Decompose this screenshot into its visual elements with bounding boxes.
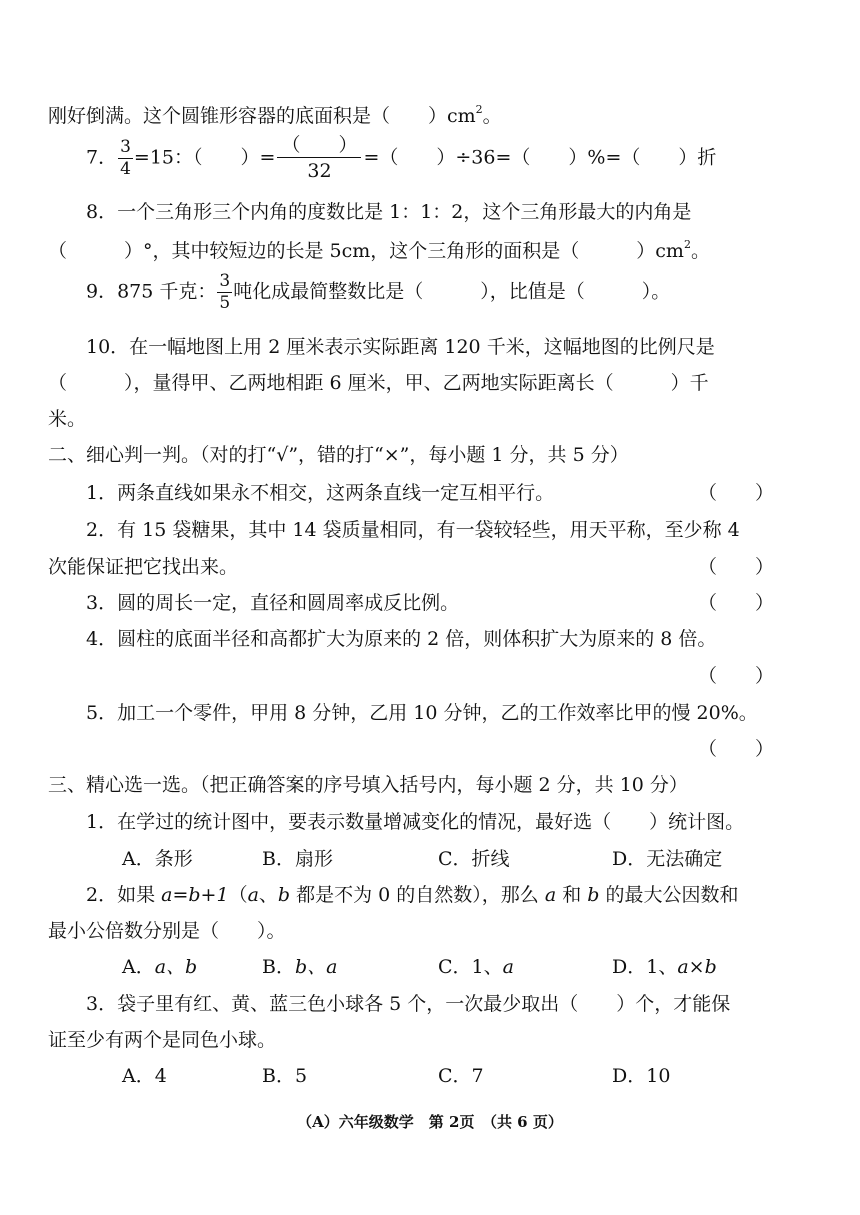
q6-tail-text: 刚好倒满。这个圆锥形容器的底面积是（ ）cm (48, 105, 476, 127)
q10-line1: 10．在一幅地图上用 2 厘米表示实际距离 120 千米，这幅地图的比例尺是 (86, 336, 715, 358)
s3-q3-line1: 3．袋子里有红、黄、蓝三色小球各 5 个，一次最少取出（ ）个，才能保 (86, 993, 731, 1015)
q8-line2 (48, 239, 710, 261)
s3-q2-option-a-value: a、b (154, 956, 198, 978)
s3-q2-option-b-label: B． (262, 956, 295, 978)
s3-q2-part-e: 和 (556, 884, 588, 906)
s3-q1-option-a[interactable]: A．条形 (122, 848, 193, 870)
s2-item3-answer[interactable]: （ ） (698, 592, 775, 614)
s3-q1-option-d[interactable]: D．无法确定 (612, 848, 723, 870)
s3-q2-var-b: b (277, 884, 291, 906)
s3-q3-option-d[interactable]: D．10 (612, 1065, 671, 1087)
section3-title: 三、精心选一选。（把正确答案的序号填入括号内，每小题 2 分，共 10 分） (48, 774, 688, 796)
s3-q2-part-f: 的最大公因数和 (599, 884, 739, 906)
q10-line3: 米。 (48, 408, 87, 430)
s3-q2-option-c-value: a (502, 956, 514, 978)
q6-tail-end: 。 (482, 105, 502, 127)
q8-line2-text: （ ）°，其中较短边的长是 5cm，这个三角形的面积是（ ）cm (48, 240, 684, 262)
s3-q2-var-b2: b (587, 884, 600, 906)
q7-frac-den: 4 (120, 159, 131, 179)
q7-blank-den: 32 (307, 160, 332, 182)
s3-q2-option-b[interactable] (262, 958, 337, 977)
q10-line2: （ ），量得甲、乙两地相距 6 厘米，甲、乙两地实际距离长（ ）千 (48, 372, 709, 394)
s3-q2-option-a[interactable] (122, 958, 197, 977)
q7-blank-fraction (277, 136, 361, 181)
s3-q2-part-b: （ (228, 884, 248, 906)
s3-q3-option-c[interactable]: C．7 (438, 1065, 484, 1087)
s3-q1-text: 1．在学过的统计图中，要表示数量增减变化的情况，最好选（ ）统计图。 (86, 811, 745, 833)
s2-item2-answer[interactable]: （ ） (698, 556, 775, 578)
q8-line1: 8．一个三角形三个内角的度数比是 1：1：2，这个三角形最大的内角是 (86, 201, 692, 223)
q6-tail-line (48, 104, 502, 126)
q9-frac-num: 3 (219, 271, 231, 291)
s3-q3-option-a[interactable]: A．4 (122, 1065, 167, 1087)
s2-item2-line1: 2．有 15 袋糖果，其中 14 袋质量相同，有一袋较轻些，用天平称，至少称 4 (86, 519, 740, 541)
s2-item4-answer[interactable]: （ ） (698, 665, 775, 687)
q9-frac-den: 5 (219, 293, 231, 313)
s2-item3-text: 3．圆的周长一定，直径和圆周率成反比例。 (86, 592, 460, 614)
s3-q2-part-c: 、 (258, 884, 278, 906)
q9-part2: 吨化成最简整数比是（ ），比值是（ ）。 (233, 280, 671, 303)
s3-q2-option-c-label: C．1、 (438, 956, 503, 978)
s2-item4-text: 4．圆柱的底面半径和高都扩大为原来的 2 倍，则体积扩大为原来的 8 倍。 (86, 628, 717, 650)
s3-q2-part-d: 都是不为 0 的自然数），那么 (290, 884, 545, 906)
s2-item1-answer[interactable]: （ ） (698, 482, 775, 504)
q7-fraction (118, 139, 133, 178)
q7-line (86, 136, 716, 181)
s3-q1-option-b[interactable]: B．扇形 (262, 848, 333, 870)
s2-item2-line2: 次能保证把它找出来。 (48, 556, 239, 578)
q7-blank-num: （ ） (277, 136, 361, 158)
s3-q2-var-a: a (247, 884, 259, 906)
s3-q2-option-a-label: A． (122, 956, 155, 978)
s3-q2-option-d[interactable] (612, 958, 717, 977)
s2-item1-text: 1．两条直线如果永不相交，这两条直线一定互相平行。 (86, 482, 555, 504)
q9-line (86, 273, 670, 312)
s3-q2-expr: a=b+1 (161, 884, 229, 906)
s2-item5-text: 5．加工一个零件，甲用 8 分钟，乙用 10 分钟，乙的工作效率比甲的慢 20%。 (86, 702, 758, 724)
page-footer: （A）六年级数学 第 2页 （共 6 页） (297, 1113, 563, 1131)
q6-tail-sup: 2 (475, 103, 483, 116)
s3-q3-option-b[interactable]: B．5 (262, 1065, 308, 1087)
q9-part1: 9．875 千克： (86, 280, 217, 303)
s2-item5-answer[interactable]: （ ） (698, 738, 775, 760)
section2-title: 二、细心判一判。（对的打“√”，错的打“×”，每小题 1 分，共 5 分） (48, 444, 629, 466)
s3-q2-option-b-value: b、a (294, 956, 338, 978)
s3-q2-part-a: 2．如果 (86, 884, 162, 906)
q7-part1: =15：（ ）= (133, 146, 276, 169)
s3-q2-option-c[interactable] (438, 958, 514, 977)
s3-q3-line2: 证至少有两个是同色小球。 (48, 1029, 277, 1051)
s3-q2-line2: 最小公倍数分别是（ ）。 (48, 920, 286, 942)
s3-q2-option-d-value: a×b (677, 956, 717, 978)
q8-line2-sup: 2 (683, 238, 691, 251)
q9-fraction (217, 273, 232, 312)
s3-q2-line1 (86, 886, 738, 905)
s3-q2-option-d-label: D．1、 (612, 956, 678, 978)
q8-line2-end: 。 (690, 240, 710, 262)
s3-q2-var-a2: a (544, 884, 557, 906)
q7-part2: =（ ）÷36=（ ）%=（ ）折 (363, 146, 717, 169)
q7-number: 7． (86, 146, 118, 169)
s3-q1-option-c[interactable]: C．折线 (438, 848, 510, 870)
q7-frac-num: 3 (120, 137, 131, 157)
